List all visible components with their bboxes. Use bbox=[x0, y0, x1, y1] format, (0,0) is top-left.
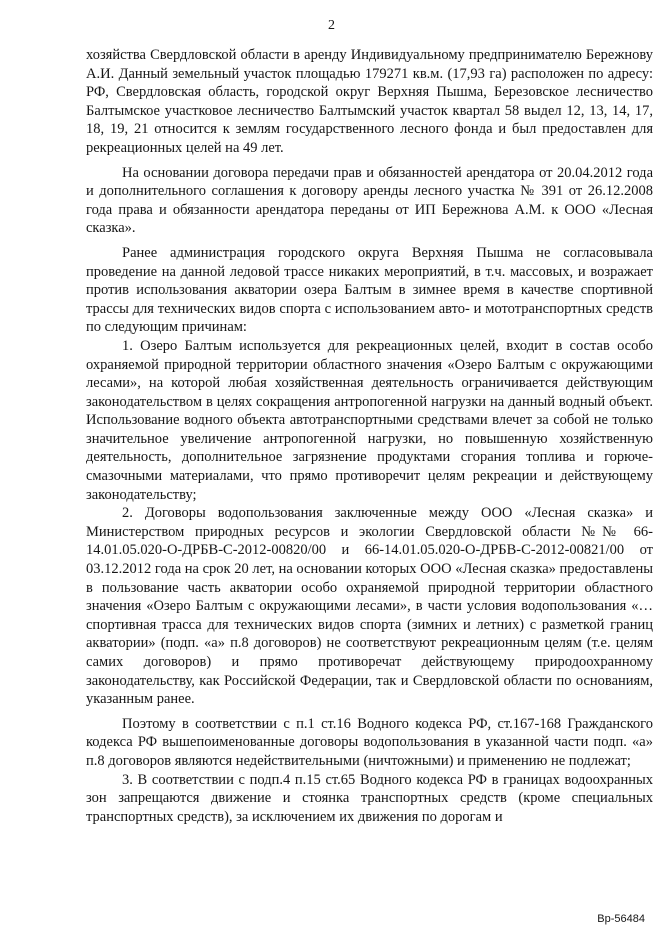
paragraph-continuation: хозяйства Свердловской области в аренду Индивидуальному предпринимателю Бережнову А.И. Данный земельный участок площадью 179271 кв.м. (17,93 га) расположен по адресу: РФ, Свердловская область, городской округ Верхняя Пышма, Березовское лесничество Балтымское участковое лесничество Балтымский участок квартал 58 выдел 12, 13, 14, 17, 18, 19, 21 относится к землям государственного лесного фонда и был предоставлен для рекреационных целей на 49 лет. bbox=[86, 47, 653, 156]
paragraph-item-2: 2. Договоры водопользования заключенные между ООО «Лесная сказка» и Министерством природных ресурсов и экологии Свердловской области №№ 66-14.01.05.020-О-ДРБВ-С-2012-00820/00 и 66-14.01.05.020-О-ДРБВ-С-2012-00821/00 от 03.12.2012 года на срок 20 лет, на основании которых ООО «Лесная сказка» предоставлены в пользование часть акватории особо охраняемой природной территории областного значения «Озеро Балтым с окружающими лесами», в части условия водопользования «… спортивная трасса для технических видов спорта (зимних и летних) с разметкой границ акватории» (подп. «а» п.8 договоров) не соответствуют рекреационным целям (т.е. целям самих договоров) и прямо противоречат действующему природоохранному законодательству, как Российской Федерации, так и Свердловской области по основаниям, указанным ранее. bbox=[86, 505, 653, 708]
document-body bbox=[86, 46, 653, 826]
paragraph-objection: Ранее администрация городского округа Верхняя Пышма не согласовывала проведение на данной ледовой трассе никаких мероприятий, в т.ч. массовых, и возражает против использования акватории озера Балтым в зимнее время в качестве спортивной трассы для технических видов спорта с использованием авто- и мототранспортных средств по следующим причинам: bbox=[86, 244, 653, 336]
document-code: Вр-56484 bbox=[597, 913, 645, 925]
page-number: 2 bbox=[328, 18, 335, 33]
paragraph-item-1: 1. Озеро Балтым используется для рекреационных целей, входит в состав особо охраняемой природной территории областного значения «Озеро Балтым с окружающими лесами», на которой любая хозяйственная деятельность ограничивается действующим законодательством в целях сокращения антропогенной нагрузки на данный водный объект. Использование водного объекта автотранспортными средствами влечет за собой не только значительное увеличение антропогенной нагрузки, но повышенную хозяйственную деятельность, дополнительное загрязнение продуктами сгорания топлива и горюче-смазочными материалами, что прямо противоречит целям рекреации и действующему законодательству; bbox=[86, 337, 653, 503]
paragraph-transfer-rights: На основании договора передачи прав и обязанностей арендатора от 20.04.2012 года и дополнительного соглашения к договору аренды лесного участка № 391 от 26.12.2008 года права и обязанности арендатора переданы от ИП Бережнова А.М. к ООО «Лесная сказка». bbox=[86, 164, 653, 237]
paragraph-conclusion: Поэтому в соответствии с п.1 ст.16 Водного кодекса РФ, ст.167-168 Гражданского кодекса РФ вышепоименованные договоры водопользования в указанной части подп. «а» п.8 договоров являются недействительными (ничтожными) и применению не подлежат; bbox=[86, 715, 653, 769]
paragraph-item-3: 3. В соответствии с подп.4 п.15 ст.65 Водного кодекса РФ в границах водоохранных зон запрещаются движение и стоянка транспортных средств (кроме специальных транспортных средств), за исключением их движения по дорогам и bbox=[86, 771, 653, 825]
